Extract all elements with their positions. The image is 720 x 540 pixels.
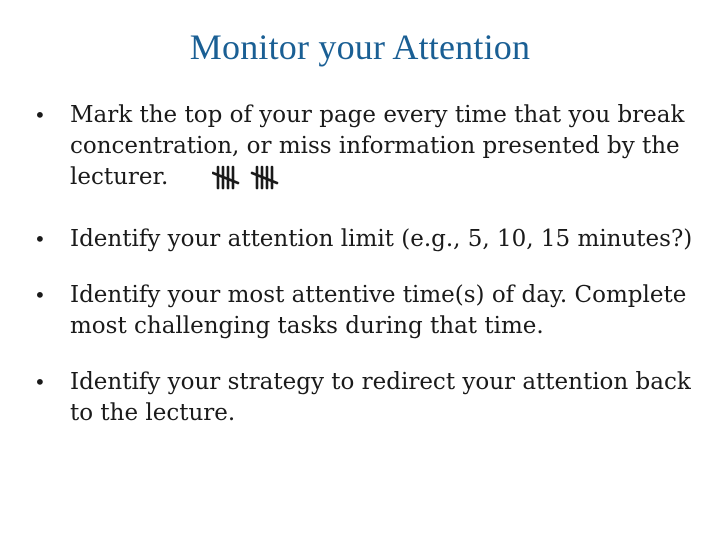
bullet-dot: •	[34, 370, 46, 394]
bullet-list	[34, 100, 694, 454]
bullet-dot: •	[34, 227, 46, 251]
bullet-item-attention-limit	[34, 224, 694, 255]
bullet-item-attentive-time	[34, 280, 694, 342]
bullet-text: Mark the top of your page every time that you break concentration, or miss information presented by the lecturer.	[70, 102, 685, 190]
bullet-item-mark-page	[34, 100, 694, 199]
bullet-text: Identify your strategy to redirect your attention back to the lecture.	[70, 369, 691, 426]
slide-title: Monitor your Attention	[189, 27, 531, 67]
bullet-text: Identify your attention limit (e.g., 5, 10, 15 minutes?)	[70, 226, 693, 252]
tally-marks-icon	[212, 164, 286, 199]
bullet-dot: •	[34, 283, 46, 307]
bullet-item-strategy	[34, 367, 694, 429]
bullet-text: Identify your most attentive time(s) of day. Complete most challenging tasks during that time.	[70, 282, 687, 339]
bullet-dot: •	[34, 103, 46, 127]
